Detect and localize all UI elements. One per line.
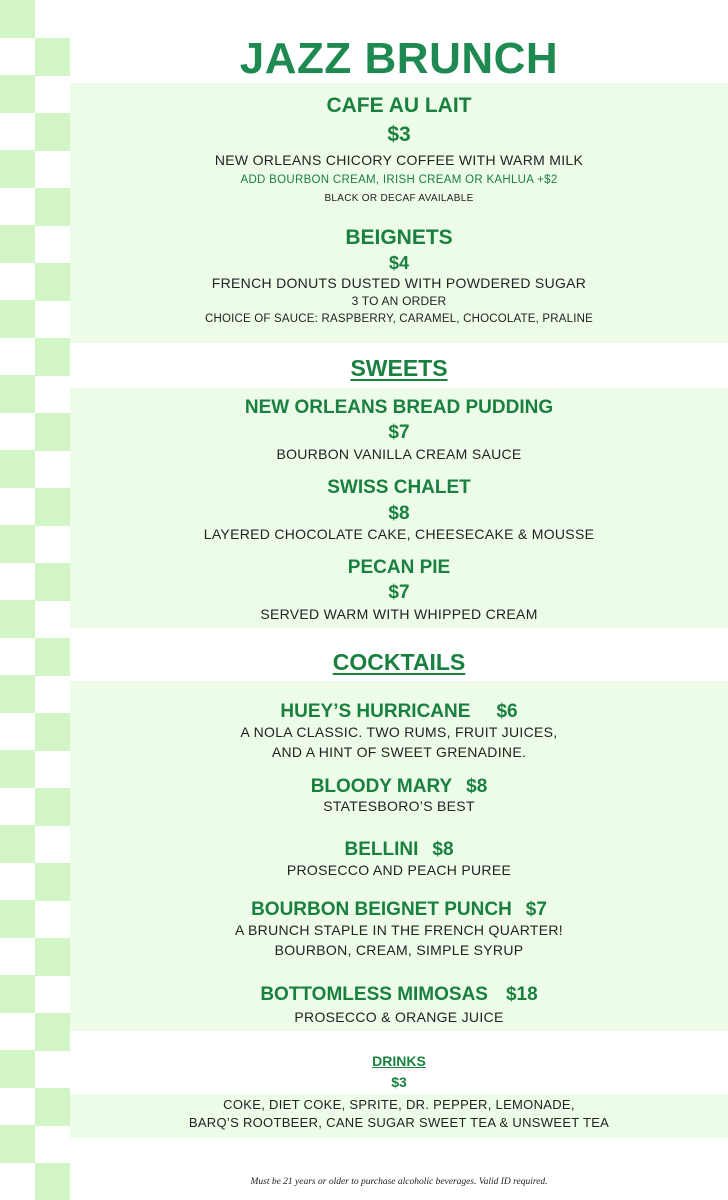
- item-price-mimosas: $18: [505, 984, 538, 1005]
- drinks-list-1: COKE, DIET COKE, SPRITE, DR. PEPPER, LEMONADE,: [223, 1097, 575, 1112]
- item-name-swiss-chalet: SWISS CHALET: [327, 477, 471, 498]
- section-heading-drinks: DRINKS: [372, 1053, 426, 1069]
- drinks-list-2: BARQ’S ROOTBEER, CANE SUGAR SWEET TEA & UNSWEET TEA: [188, 1115, 610, 1130]
- item-price-bloody-mary: $8: [466, 776, 488, 797]
- checker-square: [35, 713, 70, 751]
- checker-square: [35, 1163, 70, 1200]
- item-sauces-beignets: CHOICE OF SAUCE: RASPBERRY, CARAMEL, CHOCOLATE, PRALINE: [204, 313, 594, 325]
- checkerboard-border: [0, 0, 70, 1200]
- menu-title: JAZZ BRUNCH: [239, 34, 559, 83]
- item-addon-cafe-au-lait: ADD BOURBON CREAM, IRISH CREAM OR KAHLUA +$2: [240, 174, 558, 186]
- checker-square: [35, 38, 70, 76]
- item-price-beignets: $4: [388, 253, 410, 273]
- checker-square: [35, 1088, 70, 1126]
- item-price-pecan-pie: $7: [388, 582, 410, 603]
- item-name-pecan-pie: PECAN PIE: [347, 557, 451, 578]
- checker-square: [35, 863, 70, 901]
- item-note-cafe-au-lait: BLACK OR DECAF AVAILABLE: [324, 193, 474, 204]
- checker-square: [35, 338, 70, 376]
- checker-square: [0, 900, 35, 938]
- checker-square: [35, 938, 70, 976]
- item-desc-swiss-chalet: LAYERED CHOCOLATE CAKE, CHEESECAKE & MOUSSE: [203, 526, 595, 542]
- checker-square: [0, 600, 35, 638]
- checker-square: [0, 675, 35, 713]
- item-desc-beignet-punch-2: BOURBON, CREAM, SIMPLE SYRUP: [274, 942, 524, 958]
- item-desc-cafe-au-lait: NEW ORLEANS CHICORY COFFEE WITH WARM MILK: [214, 152, 584, 168]
- checker-square: [0, 0, 35, 38]
- item-name-bread-pudding: NEW ORLEANS BREAD PUDDING: [244, 397, 554, 418]
- item-desc-bellini: PROSECCO AND PEACH PUREE: [286, 862, 512, 878]
- checker-square: [35, 638, 70, 676]
- item-desc-bread-pudding: BOURBON VANILLA CREAM SAUCE: [276, 446, 522, 462]
- checker-square: [35, 563, 70, 601]
- item-price-beignet-punch: $7: [525, 899, 547, 920]
- item-note-beignets: 3 TO AN ORDER: [351, 294, 447, 308]
- item-desc-pecan-pie: SERVED WARM WITH WHIPPED CREAM: [260, 606, 538, 622]
- item-name-bellini: BELLINI: [344, 839, 419, 860]
- checker-square: [0, 825, 35, 863]
- checker-square: [0, 975, 35, 1013]
- item-price-bellini: $8: [432, 839, 454, 860]
- item-mimosas: [70, 984, 728, 1006]
- checker-square: [35, 113, 70, 151]
- item-name-mimosas: BOTTOMLESS MIMOSAS: [260, 984, 488, 1005]
- checker-square: [0, 225, 35, 263]
- checker-square: [35, 413, 70, 451]
- checker-square: [0, 525, 35, 563]
- item-desc-bloody-mary: STATESBORO’S BEST: [323, 798, 475, 814]
- drinks-price: $3: [391, 1074, 407, 1090]
- checker-square: [0, 150, 35, 188]
- item-price-bread-pudding: $7: [388, 422, 410, 443]
- item-bloody-mary: [70, 776, 728, 798]
- item-desc-hurricane-2: AND A HINT OF SWEET GRENADINE.: [271, 744, 527, 760]
- checker-square: [0, 300, 35, 338]
- item-price-swiss-chalet: $8: [388, 503, 410, 524]
- item-desc-hurricane-1: A NOLA CLASSIC. TWO RUMS, FRUIT JUICES,: [240, 724, 558, 740]
- checker-square: [35, 788, 70, 826]
- item-price-hurricane: $6: [496, 701, 518, 722]
- item-desc-mimosas: PROSECCO & ORANGE JUICE: [294, 1009, 504, 1025]
- checker-square: [0, 1125, 35, 1163]
- checker-square: [35, 188, 70, 226]
- item-beignet-punch: [70, 899, 728, 921]
- item-desc-beignet-punch-1: A BRUNCH STAPLE IN THE FRENCH QUARTER!: [234, 922, 563, 938]
- item-name-hurricane: HUEY’S HURRICANE: [280, 701, 471, 722]
- item-name-beignet-punch: BOURBON BEIGNET PUNCH: [251, 899, 512, 920]
- item-name-beignets: BEIGNETS: [345, 226, 453, 249]
- checker-square: [0, 1050, 35, 1088]
- item-hurricane: [70, 701, 728, 723]
- section-heading-cocktails: COCKTAILS: [332, 649, 466, 675]
- section-heading-sweets: SWEETS: [350, 355, 448, 381]
- item-price-cafe-au-lait: $3: [387, 123, 411, 146]
- checker-square: [0, 450, 35, 488]
- item-name-cafe-au-lait: CAFE AU LAIT: [326, 94, 472, 117]
- item-desc-beignets: FRENCH DONUTS DUSTED WITH POWDERED SUGAR: [211, 275, 587, 291]
- checker-square: [0, 75, 35, 113]
- checker-square: [35, 1013, 70, 1051]
- checker-square: [0, 375, 35, 413]
- checker-square: [35, 488, 70, 526]
- age-disclaimer: Must be 21 years or older to purchase alcoholic beverages. Valid ID required.: [250, 1177, 548, 1187]
- checker-square: [0, 750, 35, 788]
- item-bellini: [70, 839, 728, 861]
- item-name-bloody-mary: BLOODY MARY: [310, 776, 453, 797]
- checker-square: [35, 263, 70, 301]
